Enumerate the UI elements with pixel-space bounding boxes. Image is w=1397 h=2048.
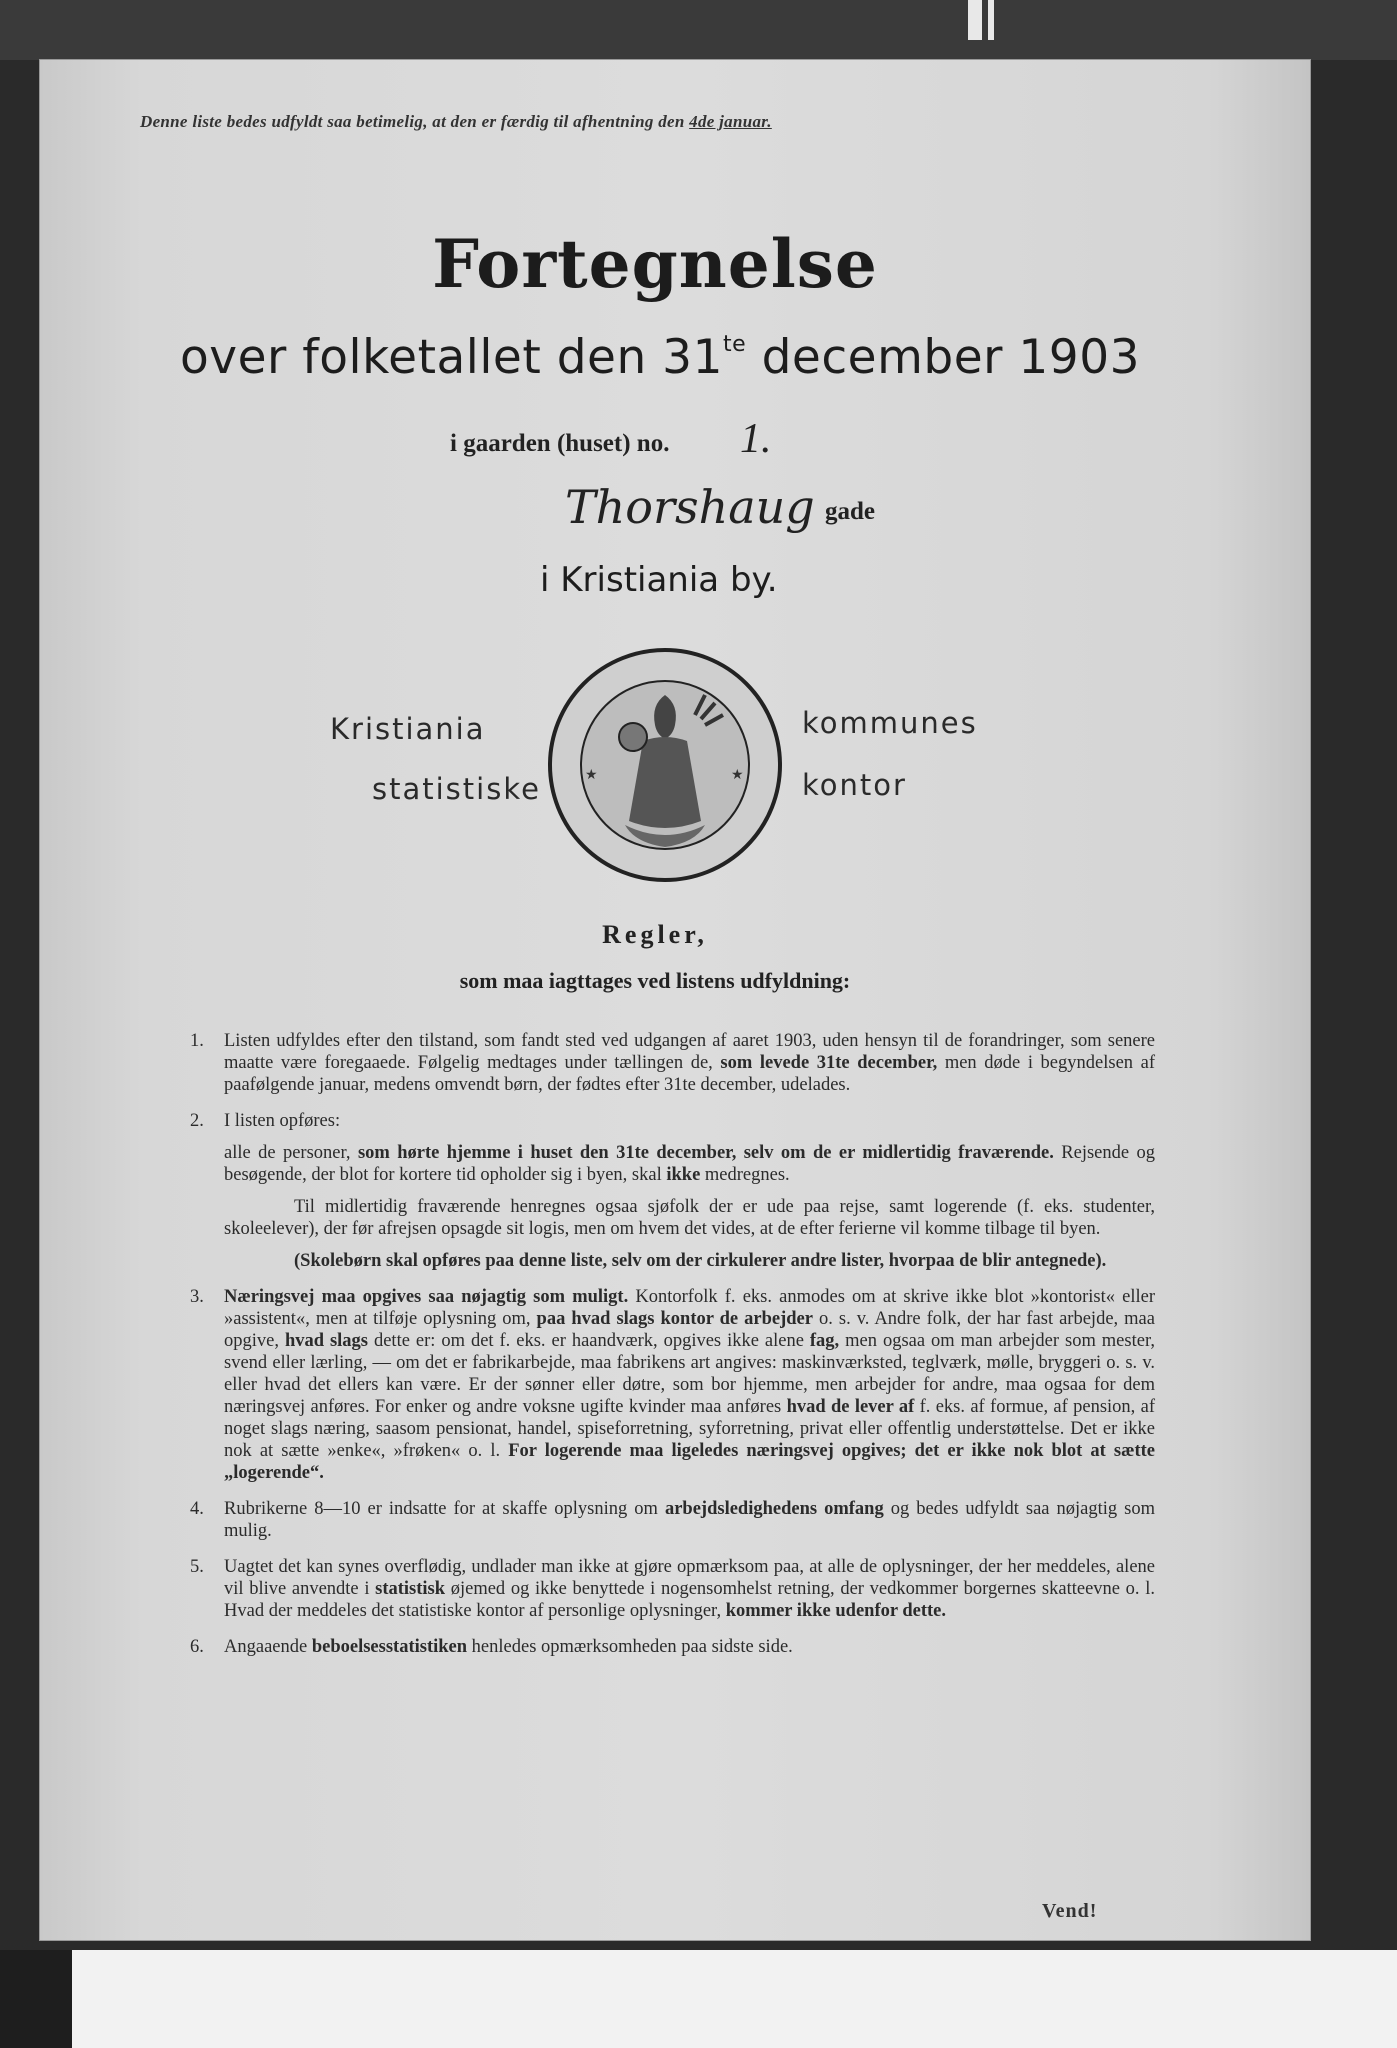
rule-emphasis: ikke [666,1165,701,1185]
rule-number: 6. [190,1637,204,1657]
rule-text: Rubrikerne 8—10 er indsatte for at skaffe oplysning om [224,1499,665,1519]
subtitle-before: over folketallet den 31 [180,330,723,385]
rule-text: Rejsende og besøgende, der blot for kortere tid opholder sig i byen, skal [224,1143,1155,1185]
rule-text: alle de personer, [224,1143,358,1163]
handwritten-house-number: 1. [740,416,772,462]
rule-text: Listen udfyldes efter den tilstand, som fandt sted ved udgangen af aaret 1903, uden hensyn til de forandringer, som senere maatte være foregaaede. Følgelig medtages under tællingen de, [224,1031,1155,1073]
turn-page-note: Vend! [1042,1900,1098,1922]
rule-emphasis: fag, [809,1331,840,1351]
rule-text: øjemed og ikke benyttede i nogensomhelst retning, der vedkommer borgernes skatteevne o. l. Hvad der meddeles det statistiske kontor af personlige oplysninger, [224,1579,1155,1621]
header-note-date: 4de januar. [689,112,772,131]
rule-emphasis: som levede 31te december, [720,1053,938,1073]
office-right-line2: kontor [802,768,907,802]
rule-2 [190,1110,1155,1272]
svg-text:★: ★ [731,767,744,783]
rule-5 [190,1556,1155,1622]
rule-6 [190,1636,1155,1658]
film-marker-secondary [988,0,994,40]
rule-4 [190,1498,1155,1542]
rules-heading: Regler, [602,920,708,949]
rule-number: 2. [190,1111,204,1131]
scan-border-bottom [72,1950,1397,2048]
rules-list [190,1030,1155,1672]
rule-3 [190,1286,1155,1484]
rule-number: 3. [190,1287,204,1307]
rule-text: Uagtet det kan synes overflødig, undlader man ikke at gjøre opmærksom paa, at alle de oplysninger, der her meddeles, alene vil blive anvendte i [224,1557,1155,1599]
rule-emphasis: arbejdsledighedens omfang [664,1499,884,1519]
rule-text: dette er: om det f. eks. er haandværk, opgives ikke alene [368,1331,810,1351]
rule-emphasis: kommer ikke udenfor dette. [725,1601,947,1621]
street-suffix: gade [825,498,875,525]
rule-text: f. eks. af formue, af pension, af noget slags næring, saasom pensionat, handel, spiseforretning, syforretning, privat eller offentlig understøttelse. Det er ikke nok at sætte »enke«, »frøken« o. l. [224,1397,1155,1461]
film-marker [968,0,982,40]
rule-text: og bedes udfyldt saa nøjagtig som mulig. [224,1499,1155,1541]
page-title: Fortegnelse [432,225,878,303]
rule-emphasis: beboelsesstatistiken [311,1637,468,1657]
office-left-line1: Kristiania [330,712,486,746]
rule-text: Kontorfolk f. eks. anmodes om at skrive ikke blot »kontorist« eller »assistent«, men at tilføje oplysning om, [224,1287,1155,1329]
header-note-text: Denne liste bedes udfyldt saa betimelig, at den er færdig til afhentning den [140,112,690,131]
rules-subheading: som maa iagttages ved listens udfyldning: [459,968,851,993]
rule-number: 1. [190,1031,204,1051]
handwritten-street-name: Thorshaug [565,480,815,534]
rule-number: 4. [190,1499,204,1519]
rule-1 [190,1030,1155,1096]
page-subtitle [180,330,1180,385]
rule-emphasis: paa hvad slags kontor de arbejder [536,1309,813,1329]
svg-text:★: ★ [585,767,598,783]
office-left-line2: statistiske [372,772,541,806]
kristiania-seal-icon [545,645,785,885]
rule-emphasis: Næringsvej maa opgives saa nøjagtig som muligt. [224,1287,629,1307]
rule-emphasis: statistisk [375,1579,446,1599]
office-right-line1: kommunes [802,706,978,740]
header-note [140,112,1140,132]
rule-paragraph-bold: (Skolebørn skal opføres paa denne liste, selv om der cirkulerer andre lister, hvorpaa de blir antegnede). [294,1251,1107,1271]
rule-intro: I listen opføres: [224,1111,341,1131]
scan-border-top [0,0,1397,60]
rule-text: Angaaende [224,1637,312,1657]
rule-emphasis: hvad slags [284,1331,369,1351]
rule-number: 5. [190,1557,204,1577]
scan-border-bottom-left [0,1950,72,2048]
rule-emphasis: hvad de lever af [786,1397,915,1417]
rule-emphasis: For logerende maa ligeledes næringsvej opgives; det er ikke nok blot at sætte „logerende“. [224,1441,1155,1483]
subtitle-sup: te [722,332,747,357]
rule-text: medregnes. [700,1165,790,1185]
subtitle-after: december 1903 [746,330,1141,385]
rule-text: o. s. v. Andre folk, der har fast arbejde, maa opgive, [224,1309,1155,1351]
house-number-label: i gaarden (huset) no. [450,430,670,457]
city-line: i Kristiania by. [540,560,778,600]
rule-text: henledes opmærksomheden paa sidste side. [467,1637,793,1657]
rule-text: men døde i begyndelsen af paafølgende januar, medens omvendt børn, der fødtes efter 31te december, udelades. [224,1053,1156,1095]
rule-paragraph: Til midlertidig fraværende henregnes ogsaa sjøfolk der er ude paa rejse, samt logerende (f. eks. studenter, skoleelever), der før afrejsen opsagde sit logis, men om hvem det vides, at de efter ferierne vil komme tilbage til byen. [224,1197,1155,1239]
rule-text: men ogsaa om man arbejder som mester, svend eller lærling, — om det er fabrikarbejde, maa fabrikens art angives: maskinværksted, teglværk, mølle, bryggeri o. s. v. eller hvad det ellers kan være. Er der sønner eller døtre, som bor hjemme, men arbejder for andre, maa ogsaa for dem næringsvej anføres. For enker og andre voksne ugifte kvinder maa anføres [224,1331,1155,1417]
rule-emphasis: som hørte hjemme i huset den 31te december, selv om de er midlertidig fraværende. [357,1143,1054,1163]
